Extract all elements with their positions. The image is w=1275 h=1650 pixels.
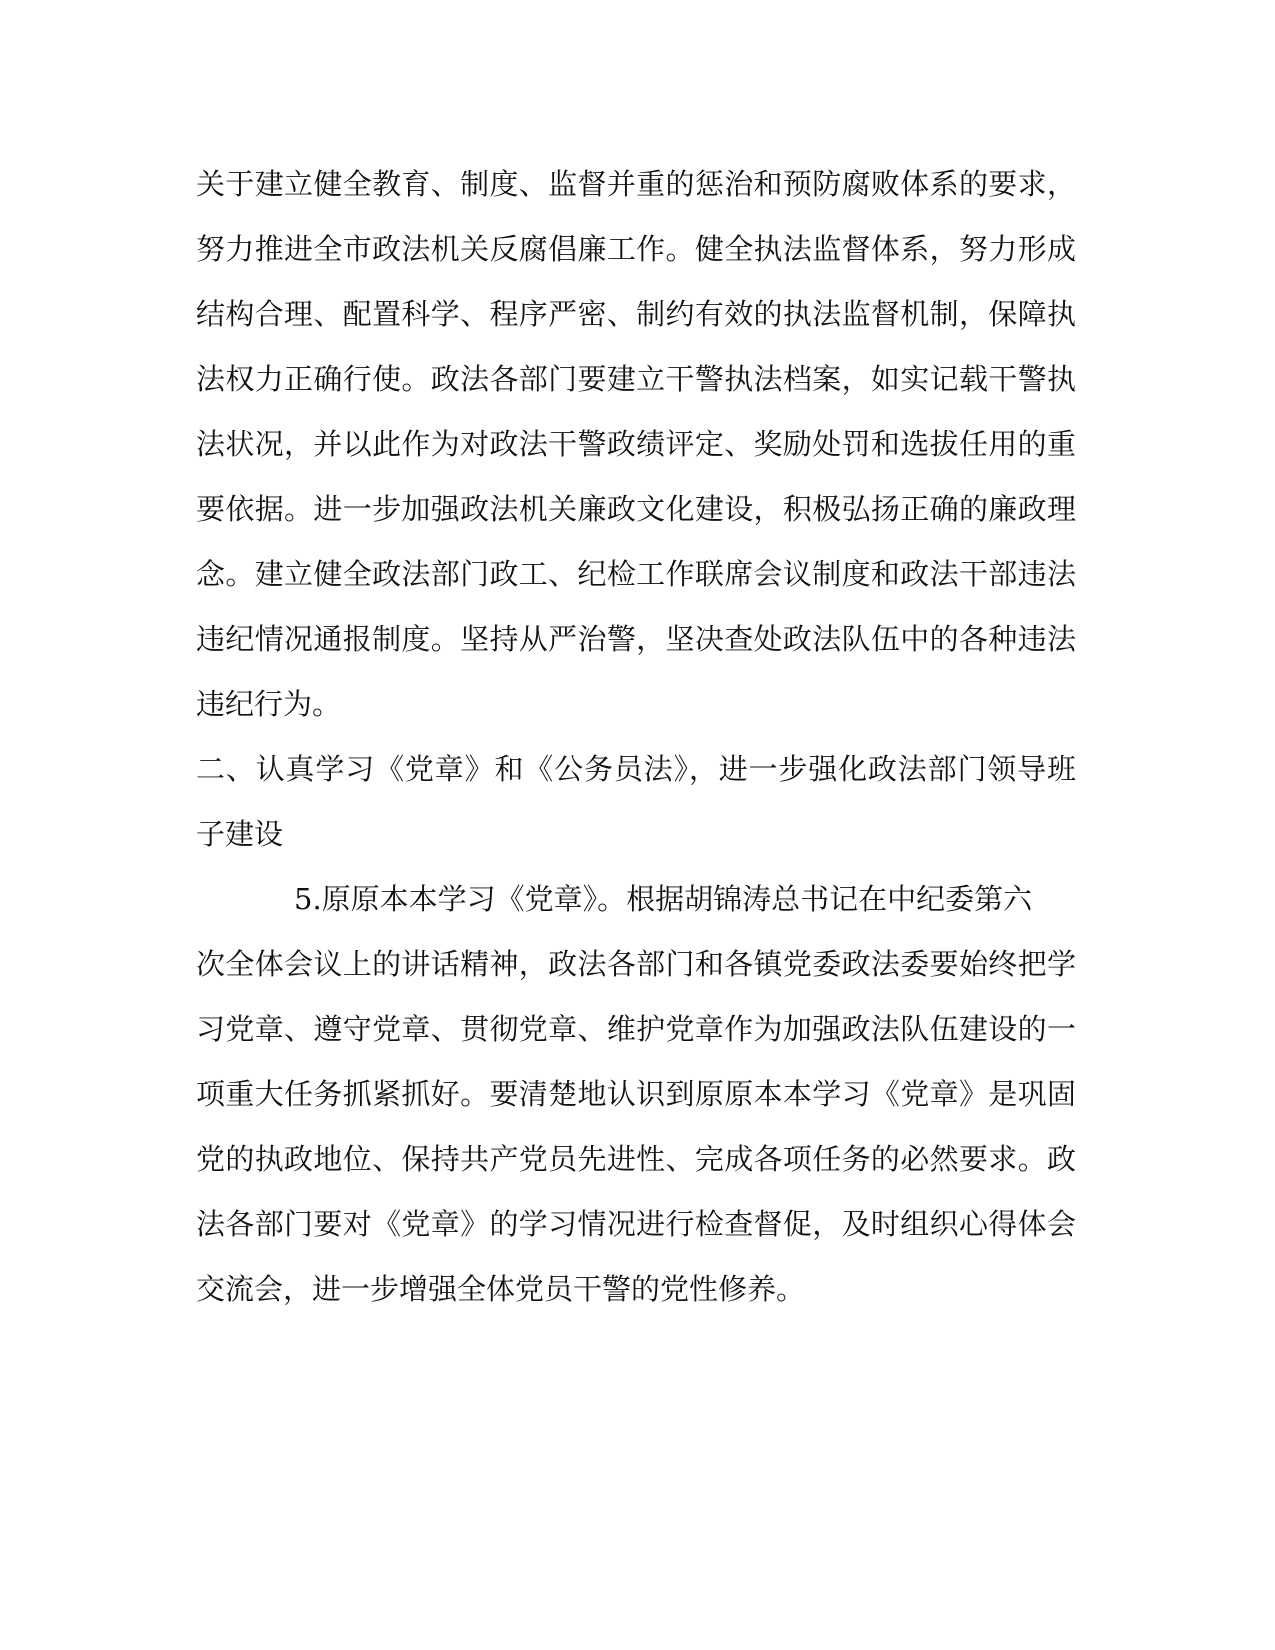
text-line: 违纪情况通报制度。坚持从严治警，坚决查处政法队伍中的各种违法: [196, 622, 1076, 656]
text-line: 法权力正确行使。政法各部门要建立干警执法档案，如实记载干警执: [196, 362, 1076, 396]
text-line: 法各部门要对《党章》的学习情况进行检查督促，及时组织心得体会: [196, 1207, 1076, 1241]
text-line: 次全体会议上的讲话精神，政法各部门和各镇党委政法委要始终把学: [196, 947, 1076, 981]
text-line: 交流会，进一步增强全体党员干警的党性修养。: [196, 1272, 806, 1306]
text-line: 努力推进全市政法机关反腐倡廉工作。健全执法监督体系，努力形成: [196, 232, 1076, 266]
document-body: [196, 152, 1076, 1322]
text-line: 违纪行为。: [196, 687, 342, 721]
section-heading-two: [196, 737, 1076, 867]
paragraph-study-party-constitution: [196, 867, 1076, 1322]
text-line: 5.原原本本学习《党章》。根据胡锦涛总书记在中纪委第六: [294, 882, 1033, 916]
text-line: 法状况，并以此作为对政法干警政绩评定、奖励处罚和选拔任用的重: [196, 427, 1076, 461]
text-line: 结构合理、配置科学、程序严密、制约有效的执法监督机制，保障执: [196, 297, 1076, 331]
text-line: 项重大任务抓紧抓好。要清楚地认识到原原本本学习《党章》是巩固: [196, 1077, 1076, 1111]
text-line: 念。建立健全政法部门政工、纪检工作联席会议制度和政法干部违法: [196, 557, 1076, 591]
text-line: 关于建立健全教育、制度、监督并重的惩治和预防腐败体系的要求，: [196, 167, 1076, 201]
paragraph-anticorruption: [196, 152, 1076, 737]
text-line: 要依据。进一步加强政法机关廉政文化建设，积极弘扬正确的廉政理: [196, 492, 1076, 526]
text-line: 习党章、遵守党章、贯彻党章、维护党章作为加强政法队伍建设的一: [196, 1012, 1076, 1046]
heading-line: 二、认真学习《党章》和《公务员法》，进一步强化政法部门领导班: [196, 752, 1076, 786]
text-line: 党的执政地位、保持共产党员先进性、完成各项任务的必然要求。政: [196, 1142, 1076, 1176]
heading-line: 子建设: [196, 817, 284, 851]
